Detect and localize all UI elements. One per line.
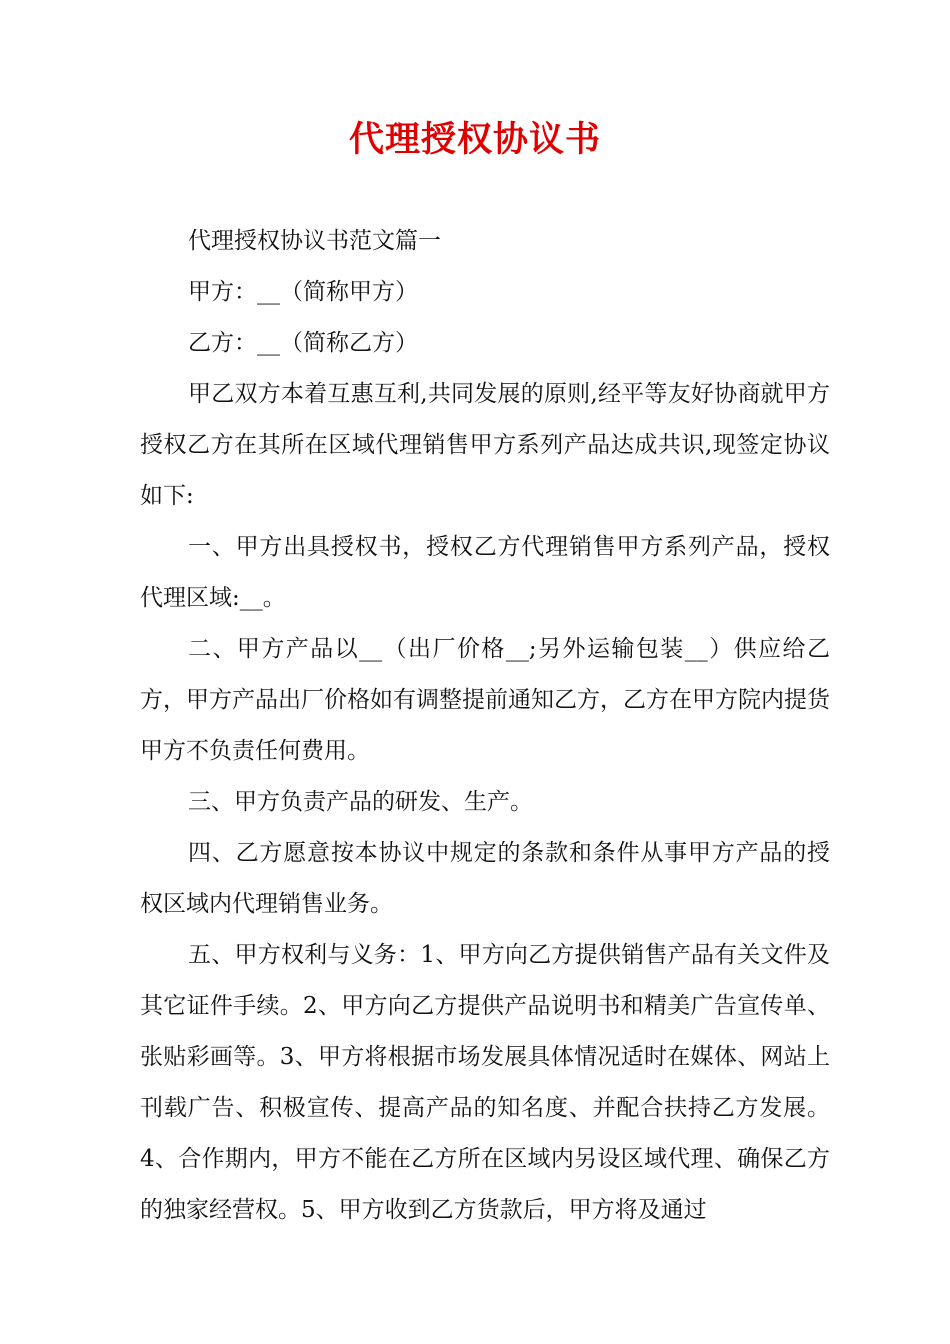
document-body (140, 216, 830, 1236)
paragraph-clause-2: 二、甲方产品以__（出厂价格__;另外运输包装__）供应给乙方，甲方产品出厂价格如有调整提前通知乙方，乙方在甲方院内提货甲方不负责任何费用。 (140, 636, 830, 764)
paragraph-party-a: 甲方：__（简称甲方） (188, 279, 418, 305)
document-title: 代理授权协议书 (348, 120, 601, 160)
paragraph-clause-4: 四、乙方愿意按本协议中规定的条款和条件从事甲方产品的授权区域内代理销售业务。 (140, 840, 830, 917)
paragraph-preamble: 甲乙双方本着互惠互利,共同发展的原则,经平等友好协商就甲方授权乙方在其所在区域代理销售甲方系列产品达成共识,现签定协议如下: (140, 381, 830, 509)
paragraph-clause-3: 三、甲方负责产品的研发、生产。 (188, 789, 533, 815)
paragraph-subtitle: 代理授权协议书范文篇一 (188, 228, 441, 254)
paragraph-clause-5: 五、甲方权利与义务：1、甲方向乙方提供销售产品有关文件及其它证件手续。2、甲方向乙方提供产品说明书和精美广告宣传单、张贴彩画等。3、甲方将根据市场发展具体情况适时在媒体、网站上刊载广告、积极宣传、提高产品的知名度、并配合扶持乙方发展。4、合作期内，甲方不能在乙方所在区域内另设区域代理、确保乙方的独家经营权。5、甲方收到乙方货款后，甲方将及通过 (140, 942, 830, 1223)
paragraph-clause-1: 一、甲方出具授权书，授权乙方代理销售甲方系列产品，授权代理区域:__。 (140, 534, 830, 611)
paragraph-party-b: 乙方：__（简称乙方） (188, 330, 418, 356)
